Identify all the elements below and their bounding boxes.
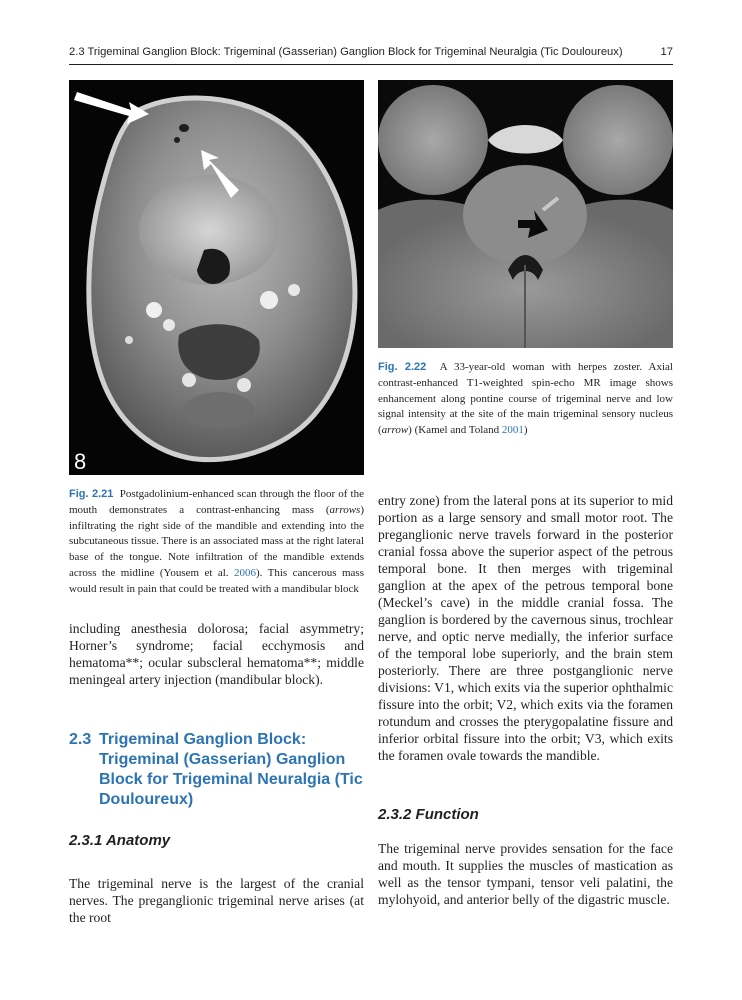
caption-text: ) (Kamel and Toland — [408, 424, 502, 437]
caption-italic-text: arrow — [381, 424, 409, 437]
figure-2-21-mri-image — [69, 80, 364, 475]
subsection-heading-function: 2.3.2 Function — [378, 806, 479, 823]
mri-pons-image — [378, 80, 673, 348]
section-heading — [69, 730, 364, 810]
running-head — [69, 46, 673, 62]
caption-italic-text: arrows — [329, 503, 361, 516]
body-paragraph: The trigeminal nerve is the largest of the cranial nerves. The preganglionic trigeminal nerve arises (at the root — [69, 876, 364, 925]
citation-link[interactable]: 2006 — [233, 566, 256, 579]
figure-2-21-caption — [69, 487, 364, 598]
figure-label: Fig. 2.22 — [378, 361, 427, 373]
mri-floor-of-mouth-image — [69, 80, 364, 475]
figure-label: Fig. 2.21 — [69, 488, 114, 500]
body-paragraph: including anesthesia dolorosa; facial asymmetry; Horner’s syndrome; facial ecchymosis and hematoma**; ocular subscleral hematoma**; middle meningeal artery injection (mandibular block). — [69, 621, 364, 687]
figure-2-22-mri-image — [378, 80, 673, 348]
subsection-heading-anatomy: 2.3.1 Anatomy — [69, 832, 171, 849]
caption-text: ). This cancerous mass would result in pain that could be treated with a mandibular block — [69, 566, 364, 595]
caption-text: Postgadolinium-enhanced scan through the floor of the mouth demonstrates a contrast-enhancing mass ( — [69, 488, 364, 516]
figure-panel-number: 8 — [74, 449, 87, 474]
body-paragraph: The trigeminal nerve provides sensation for the face and mouth. It supplies the muscles of mastication as well as the tensor tympani, tensor veli palatini, the mylohyoid, and anterior belly of the digastric muscle. — [378, 841, 673, 907]
citation-link[interactable]: 2001 — [501, 424, 524, 437]
caption-text: ) — [523, 424, 528, 437]
section-title: Trigeminal Ganglion Block: Trigeminal (Gasserian) Ganglion Block for Trigeminal Neuralgia (Tic Douloureux) — [99, 731, 363, 808]
body-paragraph: entry zone) from the lateral pons at its superior to mid portion as a large sensory and small motor root. The preganglionic nerve travels forward in the posterior cranial fossa above the superior aspect of the petrous temporal bone. It then merges with trigeminal ganglion at the apex of the petrous temporal bone (Meckel’s cave) in the middle cranial fossa. The ganglion is bordered by the cavernous sinus, trochlear nerve, and optic nerve medially, the inferior surface of the temporal lobe superiorly, and the brain stem posteriorly. There are three postganglionic nerve divisions: V1, which exits via the superior ophthalmic fissure into the orbit; V2, which exits via the foramen rotundum and crosses the pterygopalatine fissure and inferior orbital fissure into the orbit; V3, which exits the foramen ovale towards the mandible. — [378, 493, 673, 763]
page-number: 17 — [660, 46, 673, 58]
caption-text: ) infiltrating the right side of the mandible and extending into the subcutaneous tissue. There is an associated mass at the right lateral base of the tongue. Note infiltration of the mandible extends across the midline (Yousem et al. — [69, 503, 364, 579]
header-rule — [69, 64, 673, 65]
figure-2-22-caption — [378, 360, 673, 439]
running-head-title: 2.3 Trigeminal Ganglion Block: Trigeminal (Gasserian) Ganglion Block for Trigeminal Neuralgia (Tic Douloureux) — [69, 46, 623, 58]
section-number: 2.3 — [69, 731, 92, 748]
caption-text: A 33-year-old woman with herpes zoster. Axial contrast-enhanced T1-weighted spin-echo MR image shows enhancement along pontine course of trigeminal nerve and low signal intensity at the site of the main trigeminal sensory nucleus ( — [378, 361, 673, 437]
